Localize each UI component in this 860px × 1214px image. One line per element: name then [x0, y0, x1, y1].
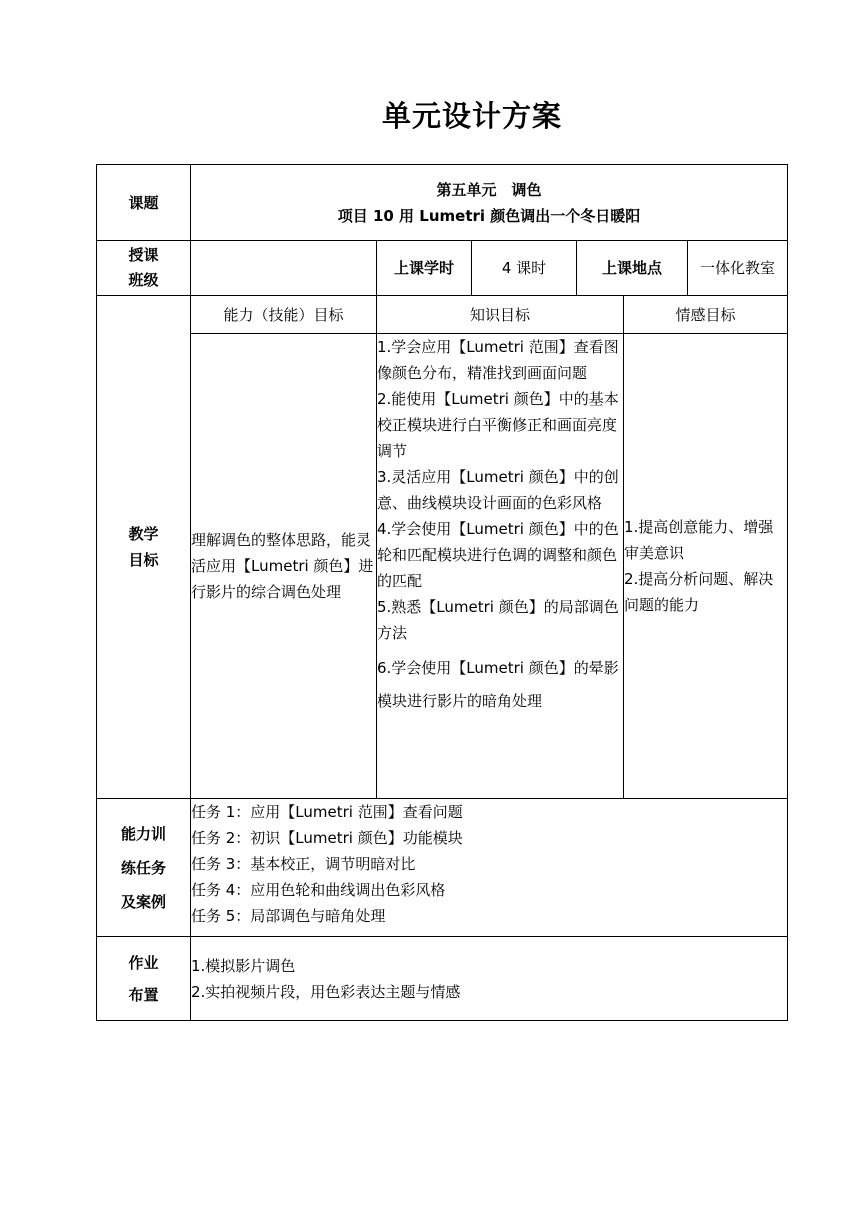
knowledge-item: 3.灵活应用【Lumetri 颜色】中的创意、曲线模块设计画面的色彩风格	[377, 468, 619, 512]
task-item: 任务 5：局部调色与暗角处理	[191, 907, 386, 925]
class-row	[97, 241, 788, 296]
topic-line-2: 项目 10 用 Lumetri 颜色调出一个冬日暖阳	[337, 206, 641, 225]
hours-value: 4 课时	[472, 241, 577, 296]
knowledge-goal-list	[377, 334, 624, 799]
topic-line-1: 第五单元 调色	[436, 180, 542, 199]
emotion-item: 1.提高创意能力、增强审美意识	[624, 518, 774, 562]
knowledge-item: 1.学会应用【Lumetri 范围】查看图像颜色分布，精准找到画面问题	[377, 338, 619, 382]
tasks-label-line-1: 能力训	[120, 824, 166, 843]
document-title: 单元设计方案	[381, 99, 562, 133]
goals-label-line-2: 目标	[128, 551, 159, 569]
knowledge-item: 2.能使用【Lumetri 颜色】中的基本校正模块进行白平衡修正和画面亮度调节	[377, 390, 619, 460]
homework-label-line-2: 布置	[128, 985, 159, 1004]
emotion-goal-list	[624, 334, 788, 799]
task-item: 任务 3：基本校正，调节明暗对比	[191, 855, 416, 873]
homework-item: 2.实拍视频片段，用色彩表达主题与情感	[191, 982, 461, 1001]
unit-design-table	[96, 164, 788, 1021]
topic-value	[191, 165, 788, 241]
knowledge-goal-header: 知识目标	[377, 296, 624, 334]
tasks-row	[97, 799, 788, 937]
class-label-line-1: 授课	[128, 246, 159, 264]
goals-header-row	[97, 296, 788, 334]
place-label: 上课地点	[577, 241, 688, 296]
goals-label-line-1: 教学	[128, 525, 159, 543]
topic-label: 课题	[97, 165, 191, 241]
tasks-label-line-2: 练任务	[120, 858, 166, 877]
ability-goal-header: 能力（技能）目标	[191, 296, 377, 334]
knowledge-item: 5.熟悉【Lumetri 颜色】的局部调色方法	[377, 598, 619, 642]
goals-content-row	[97, 334, 788, 799]
place-value: 一体化教室	[688, 241, 788, 296]
task-item: 任务 1：应用【Lumetri 范围】查看问题	[191, 803, 463, 821]
homework-label-line-1: 作业	[128, 953, 159, 972]
homework-row	[97, 937, 788, 1021]
homework-list	[191, 937, 788, 1021]
topic-row	[97, 165, 788, 241]
tasks-label-line-3: 及案例	[120, 892, 166, 911]
class-label	[97, 241, 191, 296]
emotion-item: 2.提高分析问题、解决问题的能力	[624, 570, 774, 614]
goals-label	[97, 296, 191, 799]
tasks-list	[191, 799, 788, 937]
task-item: 任务 2：初识【Lumetri 颜色】功能模块	[191, 829, 463, 847]
homework-label	[97, 937, 191, 1021]
emotion-goal-header: 情感目标	[624, 296, 788, 334]
homework-item: 1.模拟影片调色	[191, 956, 296, 975]
knowledge-item: 6.学会使用【Lumetri 颜色】的晕影模块进行影片的暗角处理	[377, 659, 619, 710]
class-label-line-2: 班级	[128, 271, 159, 289]
knowledge-item: 4.学会使用【Lumetri 颜色】中的色轮和匹配模块进行色调的调整和颜色的匹配	[377, 520, 619, 590]
class-value	[191, 241, 377, 296]
task-item: 任务 4：应用色轮和曲线调出色彩风格	[191, 881, 446, 899]
tasks-label	[97, 799, 191, 937]
ability-goal-text: 理解调色的整体思路，能灵活应用【Lumetri 颜色】进行影片的综合调色处理	[191, 334, 377, 799]
hours-label: 上课学时	[377, 241, 472, 296]
